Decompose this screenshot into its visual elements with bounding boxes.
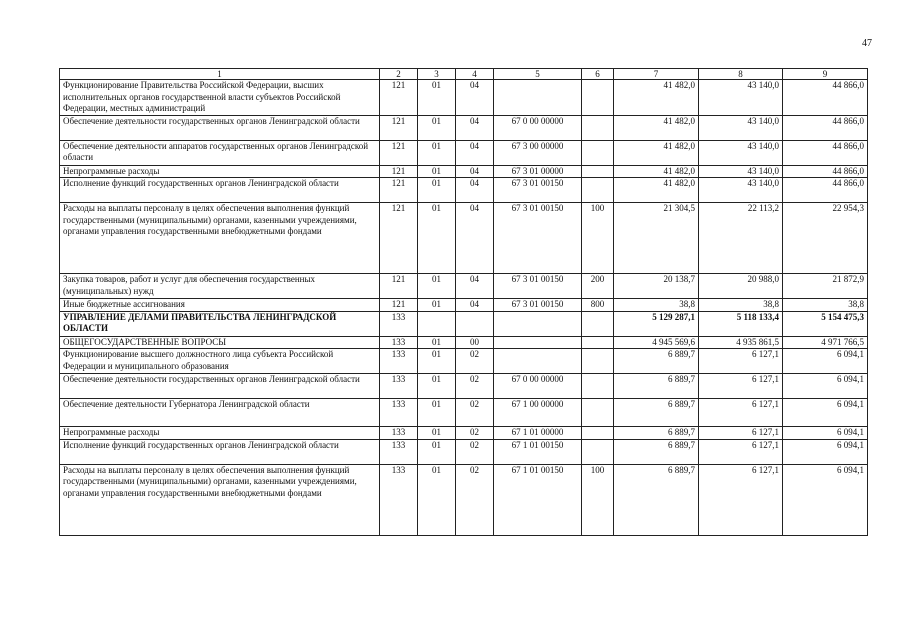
column-header-row: [60, 69, 868, 80]
col-4-value: 02: [456, 349, 494, 374]
col-9-value: 6 094,1: [783, 374, 868, 399]
col-6-value: [582, 80, 614, 116]
table-row: [60, 299, 868, 312]
col-4-value: 04: [456, 115, 494, 140]
col-4-value: 02: [456, 374, 494, 399]
col-2-value: 121: [380, 178, 418, 203]
col-7-value: 6 889,7: [614, 439, 699, 464]
row-name: Функционирование Правительства Российской Федерации, высших исполнительных органов государственной власти субъектов Российской Федерации, местных администраций: [60, 80, 380, 116]
col-6-value: [582, 399, 614, 427]
col-9-value: 6 094,1: [783, 399, 868, 427]
col-7-value: 41 482,0: [614, 165, 699, 178]
col-7-value: 41 482,0: [614, 80, 699, 116]
col-2-value: 133: [380, 464, 418, 535]
col-8-value: 6 127,1: [699, 427, 783, 440]
col-2-value: 133: [380, 439, 418, 464]
table-row: [60, 140, 868, 165]
row-name: Обеспечение деятельности государственных органов Ленинградской области: [60, 374, 380, 399]
row-name: УПРАВЛЕНИЕ ДЕЛАМИ ПРАВИТЕЛЬСТВА ЛЕНИНГРАДСКОЙ ОБЛАСТИ: [60, 311, 380, 336]
col-7-value: 6 889,7: [614, 374, 699, 399]
col-4-value: 00: [456, 336, 494, 349]
col-4-value: 04: [456, 299, 494, 312]
col-2-value: 133: [380, 349, 418, 374]
col-3-value: 01: [418, 203, 456, 274]
col-9-value: 44 866,0: [783, 115, 868, 140]
col-6-value: 100: [582, 203, 614, 274]
col-header-1: 1: [60, 69, 380, 80]
col-2-value: 133: [380, 336, 418, 349]
col-3-value: 01: [418, 140, 456, 165]
col-5-value: 67 3 01 00000: [494, 165, 582, 178]
col-9-value: 4 971 766,5: [783, 336, 868, 349]
page-number: 47: [862, 38, 872, 49]
col-2-value: 133: [380, 311, 418, 336]
col-5-value: 67 1 01 00000: [494, 427, 582, 440]
col-3-value: 01: [418, 399, 456, 427]
col-9-value: 44 866,0: [783, 140, 868, 165]
col-4-value: 04: [456, 203, 494, 274]
col-6-value: [582, 427, 614, 440]
col-6-value: [582, 374, 614, 399]
col-3-value: 01: [418, 178, 456, 203]
table-row: [60, 464, 868, 535]
col-4-value: 02: [456, 464, 494, 535]
col-9-value: 22 954,3: [783, 203, 868, 274]
row-name: Исполнение функций государственных органов Ленинградской области: [60, 178, 380, 203]
col-5-value: 67 3 00 00000: [494, 140, 582, 165]
col-7-value: 6 889,7: [614, 427, 699, 440]
row-name: Иные бюджетные ассигнования: [60, 299, 380, 312]
col-3-value: 01: [418, 165, 456, 178]
table-row: [60, 374, 868, 399]
table-row: [60, 115, 868, 140]
col-3-value: 01: [418, 299, 456, 312]
col-3-value: 01: [418, 427, 456, 440]
col-7-value: 6 889,7: [614, 399, 699, 427]
col-4-value: 04: [456, 80, 494, 116]
col-4-value: 04: [456, 178, 494, 203]
col-2-value: 121: [380, 115, 418, 140]
col-2-value: 133: [380, 399, 418, 427]
table-row: [60, 80, 868, 116]
col-5-value: 67 0 00 00000: [494, 115, 582, 140]
col-5-value: 67 0 00 00000: [494, 374, 582, 399]
col-2-value: 121: [380, 203, 418, 274]
col-header-7: 7: [614, 69, 699, 80]
col-header-3: 3: [418, 69, 456, 80]
row-name: Обеспечение деятельности аппаратов государственных органов Ленинградской области: [60, 140, 380, 165]
col-5-value: 67 1 01 00150: [494, 439, 582, 464]
budget-table: [59, 68, 868, 536]
col-8-value: 6 127,1: [699, 464, 783, 535]
col-8-value: 20 988,0: [699, 274, 783, 299]
row-name: Функционирование высшего должностного лица субъекта Российской Федерации и муниципального образования: [60, 349, 380, 374]
col-4-value: 02: [456, 399, 494, 427]
col-9-value: 6 094,1: [783, 427, 868, 440]
col-header-5: 5: [494, 69, 582, 80]
col-7-value: 41 482,0: [614, 115, 699, 140]
col-5-value: [494, 336, 582, 349]
col-7-value: 6 889,7: [614, 464, 699, 535]
col-8-value: 4 935 861,5: [699, 336, 783, 349]
table-row: [60, 349, 868, 374]
col-8-value: 6 127,1: [699, 349, 783, 374]
table-row: [60, 427, 868, 440]
col-2-value: 121: [380, 274, 418, 299]
row-name: Расходы на выплаты персоналу в целях обеспечения выполнения функций государственными (муниципальными) органами, казенными учреждениями, органами управления государственными внебюджетными фондами: [60, 464, 380, 535]
row-name: ОБЩЕГОСУДАРСТВЕННЫЕ ВОПРОСЫ: [60, 336, 380, 349]
col-2-value: 133: [380, 374, 418, 399]
col-4-value: [456, 311, 494, 336]
col-9-value: 38,8: [783, 299, 868, 312]
col-4-value: 04: [456, 165, 494, 178]
col-7-value: 41 482,0: [614, 178, 699, 203]
col-2-value: 133: [380, 427, 418, 440]
table-body: [60, 80, 868, 536]
col-6-value: [582, 311, 614, 336]
col-5-value: [494, 80, 582, 116]
col-3-value: 01: [418, 336, 456, 349]
table-row: [60, 439, 868, 464]
col-6-value: [582, 140, 614, 165]
col-3-value: 01: [418, 374, 456, 399]
col-9-value: 44 866,0: [783, 80, 868, 116]
col-5-value: 67 3 01 00150: [494, 203, 582, 274]
col-6-value: 800: [582, 299, 614, 312]
col-7-value: 5 129 287,1: [614, 311, 699, 336]
col-header-6: 6: [582, 69, 614, 80]
table-row: [60, 203, 868, 274]
col-3-value: 01: [418, 80, 456, 116]
col-3-value: 01: [418, 274, 456, 299]
col-6-value: [582, 178, 614, 203]
row-name: Закупка товаров, работ и услуг для обеспечения государственных (муниципальных) нужд: [60, 274, 380, 299]
col-4-value: 04: [456, 140, 494, 165]
col-5-value: 67 1 00 00000: [494, 399, 582, 427]
row-name: Непрограммные расходы: [60, 427, 380, 440]
col-6-value: [582, 439, 614, 464]
col-9-value: 44 866,0: [783, 178, 868, 203]
col-8-value: 5 118 133,4: [699, 311, 783, 336]
col-7-value: 20 138,7: [614, 274, 699, 299]
col-9-value: 6 094,1: [783, 349, 868, 374]
col-6-value: [582, 165, 614, 178]
col-3-value: 01: [418, 115, 456, 140]
row-name: Исполнение функций государственных органов Ленинградской области: [60, 439, 380, 464]
col-6-value: [582, 115, 614, 140]
col-3-value: 01: [418, 439, 456, 464]
col-3-value: 01: [418, 464, 456, 535]
row-name: Обеспечение деятельности государственных органов Ленинградской области: [60, 115, 380, 140]
col-5-value: [494, 349, 582, 374]
col-4-value: 02: [456, 427, 494, 440]
col-5-value: 67 3 01 00150: [494, 274, 582, 299]
col-header-9: 9: [783, 69, 868, 80]
row-name: Расходы на выплаты персоналу в целях обеспечения выполнения функций государственными (муниципальными) органами, казенными учреждениями, органами управления государственными внебюджетными фондами: [60, 203, 380, 274]
table-row: [60, 274, 868, 299]
col-7-value: 41 482,0: [614, 140, 699, 165]
col-8-value: 6 127,1: [699, 399, 783, 427]
row-name: Непрограммные расходы: [60, 165, 380, 178]
col-7-value: 6 889,7: [614, 349, 699, 374]
col-5-value: [494, 311, 582, 336]
col-7-value: 38,8: [614, 299, 699, 312]
table-row: [60, 165, 868, 178]
table-row: [60, 311, 868, 336]
col-9-value: 21 872,9: [783, 274, 868, 299]
table-row: [60, 399, 868, 427]
col-header-2: 2: [380, 69, 418, 80]
col-9-value: 6 094,1: [783, 439, 868, 464]
col-2-value: 121: [380, 80, 418, 116]
col-6-value: [582, 349, 614, 374]
col-4-value: 04: [456, 274, 494, 299]
col-6-value: 200: [582, 274, 614, 299]
col-8-value: 38,8: [699, 299, 783, 312]
col-8-value: 22 113,2: [699, 203, 783, 274]
table-row: [60, 336, 868, 349]
col-5-value: 67 3 01 00150: [494, 299, 582, 312]
col-2-value: 121: [380, 299, 418, 312]
col-9-value: 5 154 475,3: [783, 311, 868, 336]
col-8-value: 6 127,1: [699, 439, 783, 464]
col-header-8: 8: [699, 69, 783, 80]
table-row: [60, 178, 868, 203]
col-9-value: 6 094,1: [783, 464, 868, 535]
col-7-value: 21 304,5: [614, 203, 699, 274]
col-8-value: 43 140,0: [699, 115, 783, 140]
col-8-value: 43 140,0: [699, 140, 783, 165]
col-6-value: [582, 336, 614, 349]
col-8-value: 43 140,0: [699, 80, 783, 116]
col-8-value: 43 140,0: [699, 165, 783, 178]
col-9-value: 44 866,0: [783, 165, 868, 178]
row-name: Обеспечение деятельности Губернатора Ленинградской области: [60, 399, 380, 427]
col-3-value: 01: [418, 349, 456, 374]
col-header-4: 4: [456, 69, 494, 80]
col-5-value: 67 1 01 00150: [494, 464, 582, 535]
col-5-value: 67 3 01 00150: [494, 178, 582, 203]
col-8-value: 43 140,0: [699, 178, 783, 203]
col-3-value: [418, 311, 456, 336]
col-2-value: 121: [380, 140, 418, 165]
col-4-value: 02: [456, 439, 494, 464]
col-2-value: 121: [380, 165, 418, 178]
col-7-value: 4 945 569,6: [614, 336, 699, 349]
col-6-value: 100: [582, 464, 614, 535]
col-8-value: 6 127,1: [699, 374, 783, 399]
